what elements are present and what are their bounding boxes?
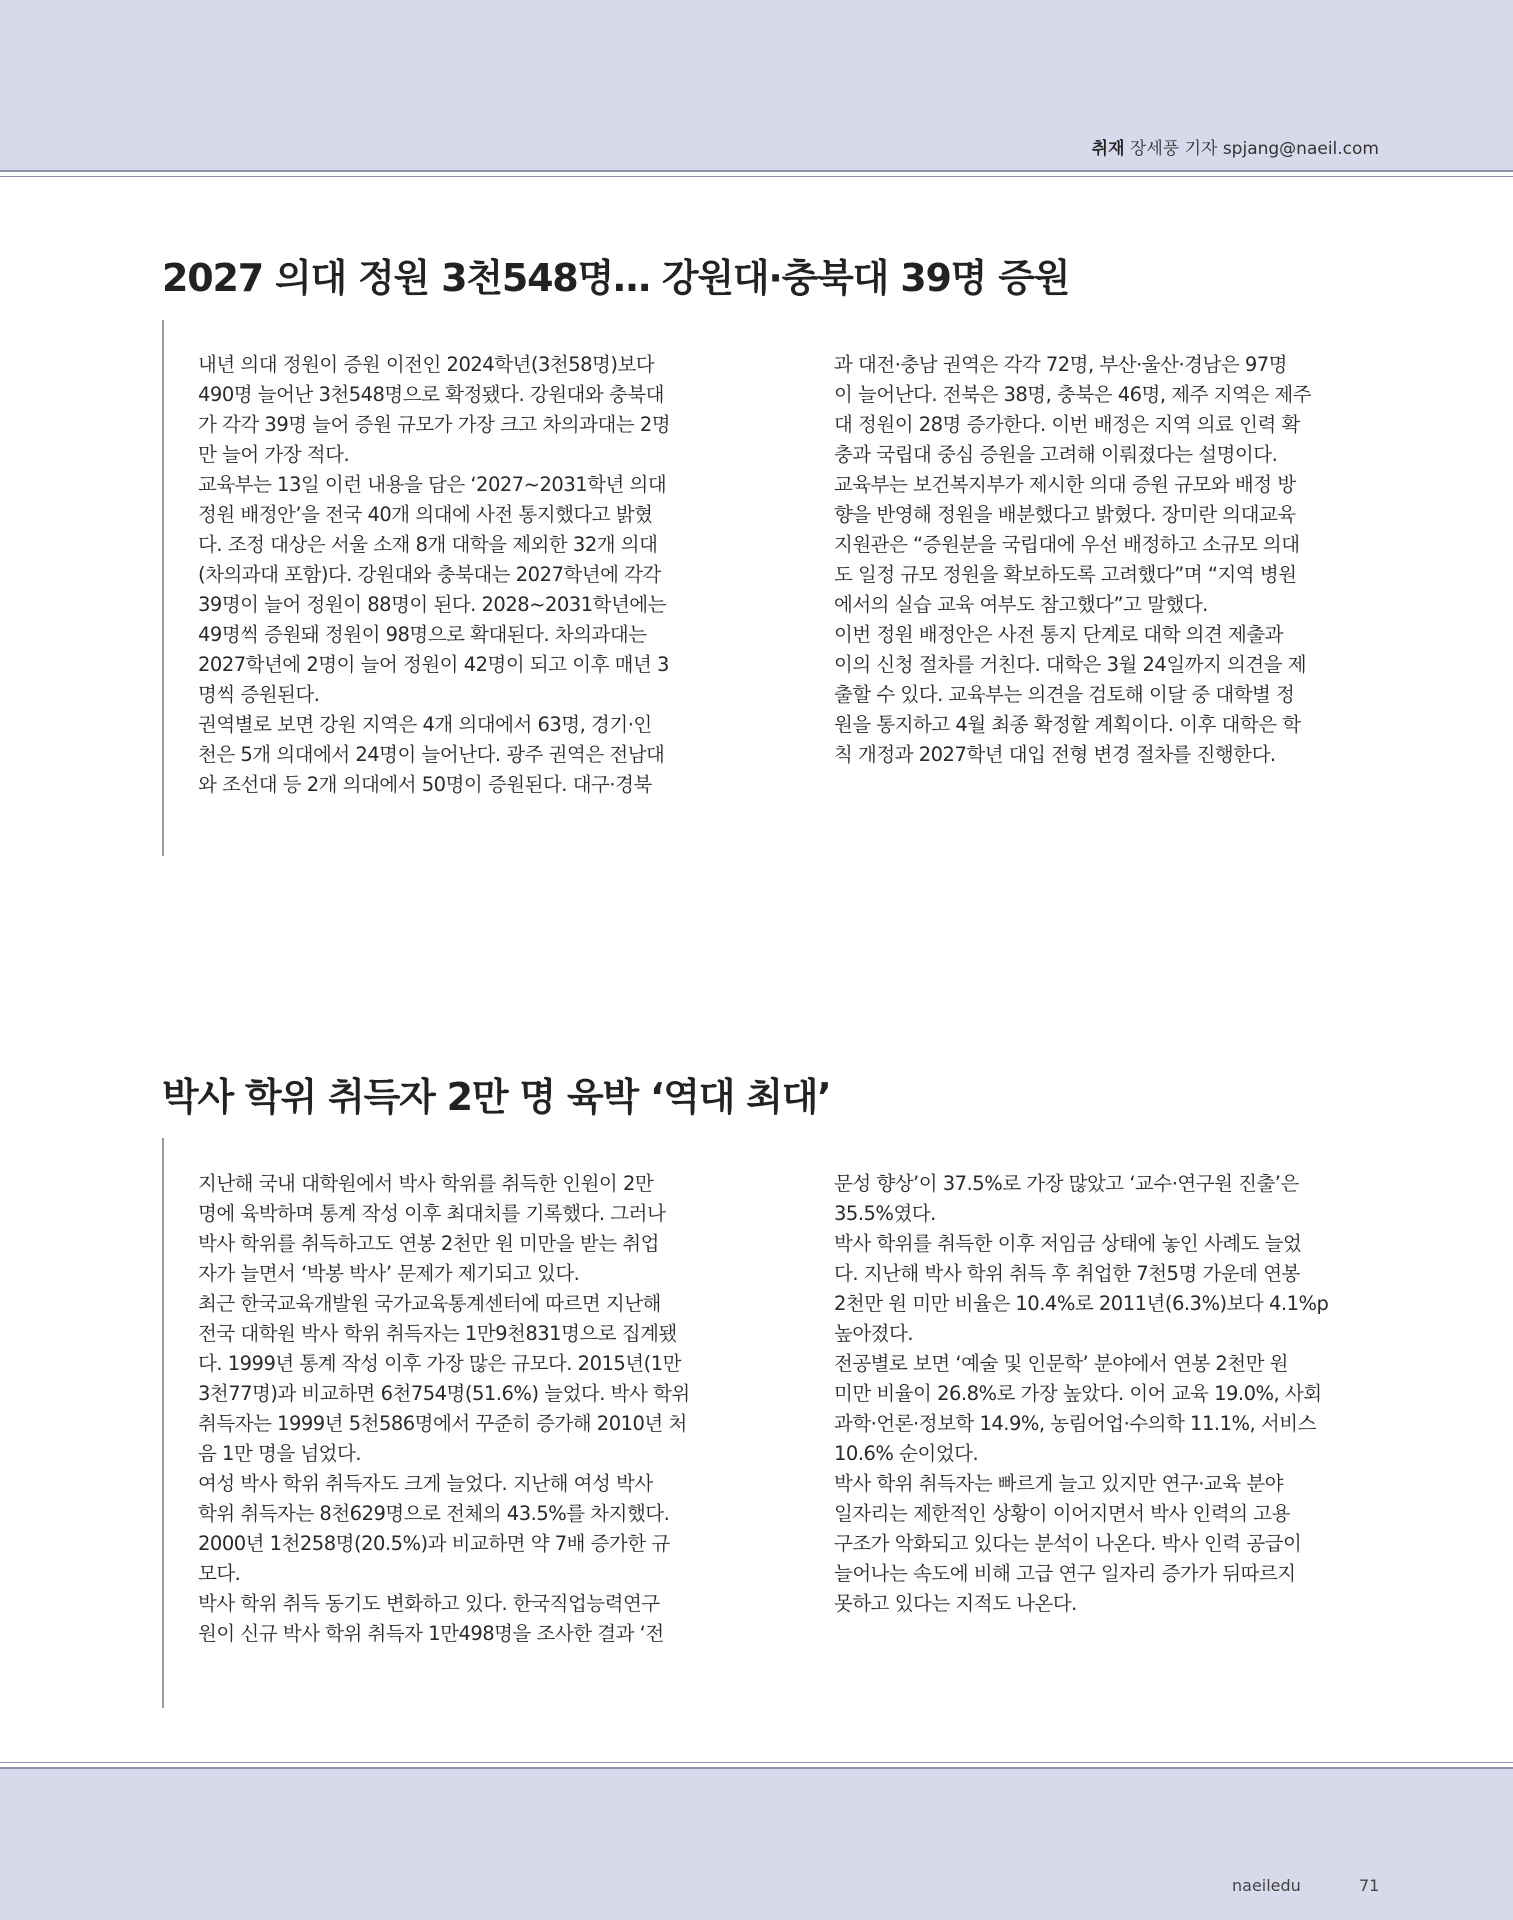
footer-divider-thin: [0, 1762, 1513, 1763]
article-2-column-left: 지난해 국내 대학원에서 박사 학위를 취득한 인원이 2만 명에 육박하며 통계 작성 이후 최대치를 기록했다. 그러나 박사 학위를 취득하고도 연봉 2천만 원 미만을 받는 취업 자가 늘면서 ‘박봉 박사’ 문제가 제기되고 있다. 최근 한국교육개발원 국가교육통계센터에 따르면 지난해 전국 대학원 박사 학위 취득자는 1만9천831명으로 집계됐 다. 1999년 통계 작성 이후 가장 많은 규모다. 2015년(1만 3천77명)과 비교하면 6천754명(51.6%) 늘었다. 박사 학위 취득자는 1999년 5천586명에서 꾸준히 증가해 2010년 처 음 1만 명을 넘었다. 여성 박사 학위 취득자도 크게 늘었다. 지난해 여성 박사 학위 취득자는 8천629명으로 전체의 43.5%를 차지했다. 2000년 1천258명(20.5%)과 비교하면 약 7배 증가한 규 모다. 박사 학위 취득 동기도 변화하고 있다. 한국직업능력연구 원이 신규 박사 학위 취득자 1만498명을 조사한 결과 ‘전: [198, 1172, 690, 1645]
article-1-rule: [162, 320, 164, 856]
article-1-column-left: 내년 의대 정원이 증원 이전인 2024학년(3천58명)보다 490명 늘어난 3천548명으로 확정됐다. 강원대와 충북대 가 각각 39명 늘어 증원 규모가 가장 크고 차의과대는 2명 만 늘어 가장 적다. 교육부는 13일 이런 내용을 담은 ‘2027~2031학년 의대 정원 배정안’을 전국 40개 의대에 사전 통지했다고 밝혔 다. 조정 대상은 서울 소재 8개 대학을 제외한 32개 의대 (차의과대 포함)다. 강원대와 충북대는 2027학년에 각각 39명이 늘어 정원이 88명이 된다. 2028~2031학년에는 49명씩 증원돼 정원이 98명으로 확대된다. 차의과대는 2027학년에 2명이 늘어 정원이 42명이 되고 이후 매년 3 명씩 증원된다. 권역별로 보면 강원 지역은 4개 의대에서 63명, 경기·인 천은 5개 의대에서 24명이 늘어난다. 광주 권역은 전남대 와 조선대 등 2개 의대에서 50명이 증원된다. 대구·경북: [198, 353, 671, 796]
article-2-column-right: 문성 향상’이 37.5%로 가장 많았고 ‘교수·연구원 진출’은 35.5%였다. 박사 학위를 취득한 이후 저임금 상태에 놓인 사례도 늘었 다. 지난해 박사 학위 취득 후 취업한 7천5명 가운데 연봉 2천만 원 미만 비율은 10.4%로 2011년(6.3%)보다 4.1%p 높아졌다. 전공별로 보면 ‘예술 및 인문학’ 분야에서 연봉 2천만 원 미만 비율이 26.8%로 가장 높았다. 이어 교육 19.0%, 사회 과학·언론·정보학 14.9%, 농림어업·수의학 11.1%, 서비스 10.6% 순이었다. 박사 학위 취득자는 빠르게 늘고 있지만 연구·교육 분야 일자리는 제한적인 상황이 이어지면서 박사 인력의 고용 구조가 악화되고 있다는 분석이 나온다. 박사 인력 공급이 늘어나는 속도에 비해 고급 연구 일자리 증가가 뒤따르지 못하고 있다는 지적도 나온다.: [834, 1172, 1329, 1615]
byline: [1092, 134, 1379, 159]
byline-label: 취재: [1091, 139, 1125, 159]
byline-text: 장세풍 기자 spjang@naeil.com: [1129, 139, 1379, 159]
article-1-title: 2027 의대 정원 3천548명… 강원대·충북대 39명 증원: [162, 256, 1070, 300]
header-divider-thin: [0, 176, 1513, 177]
footer-publication: naeiledu: [1232, 1876, 1301, 1895]
header-divider: [0, 170, 1513, 172]
article-1-column-right: 과 대전·충남 권역은 각각 72명, 부산·울산·경남은 97명 이 늘어난다. 전북은 38명, 충북은 46명, 제주 지역은 제주 대 정원이 28명 증가한다. 이번 배정은 지역 의료 인력 확 충과 국립대 중심 증원을 고려해 이뤄졌다는 설명이다. 교육부는 보건복지부가 제시한 의대 증원 규모와 배정 방 향을 반영해 정원을 배분했다고 밝혔다. 장미란 의대교육 지원관은 “증원분을 국립대에 우선 배정하고 소규모 의대 도 일정 규모 정원을 확보하도록 고려했다”며 “지역 병원 에서의 실습 교육 여부도 참고했다”고 말했다. 이번 정원 배정안은 사전 통지 단계로 대학 의견 제출과 이의 신청 절차를 거친다. 대학은 3월 24일까지 의견을 제 출할 수 있다. 교육부는 의견을 검토해 이달 중 대학별 정 원을 통지하고 4월 최종 확정할 계획이다. 이후 대학은 학 칙 개정과 2027학년 대입 전형 변경 절차를 진행한다.: [834, 353, 1312, 766]
footer-band: [0, 1769, 1513, 1920]
page-number: 71: [1359, 1876, 1380, 1895]
article-2-title: 박사 학위 취득자 2만 명 육박 ‘역대 최대’: [162, 1075, 831, 1119]
article-2-rule: [162, 1138, 164, 1708]
